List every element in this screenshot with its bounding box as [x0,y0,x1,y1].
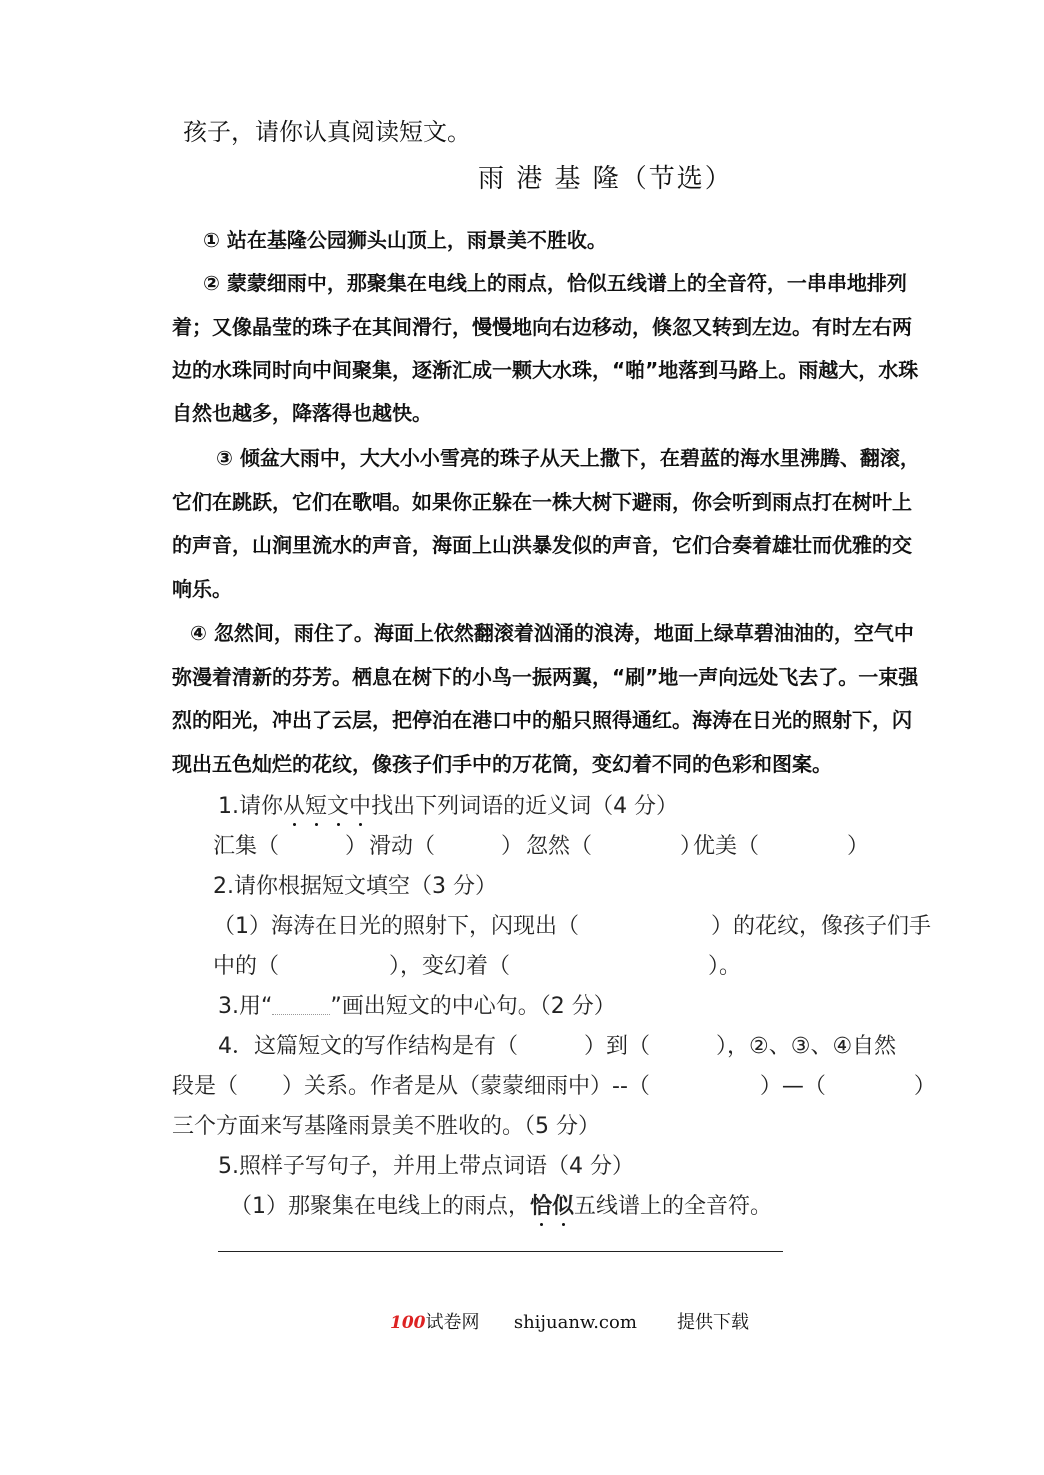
paragraph-3-line-1: ③ 倾盆大雨中，大大小小雪亮的珠子从天上撒下，在碧蓝的海水里沸腾、翻滚， [216,446,920,470]
question-1-prefix: 1.请你 [218,794,283,819]
question-4-line-3: 三个方面来写基隆雨景美不胜收的。（5 分） [172,1114,600,1139]
question-2-line-2: 中的（ ），变幻着（ ）。 [213,954,742,979]
question-2-line-1: （1）海涛在日光的照射下，闪现出（ ）的花纹，像孩子们手 [213,914,931,939]
site-domain: shijuanw.com [513,1312,637,1333]
question-5-example-suffix: 五线谱上的全音符。 [574,1194,773,1219]
article-title: 雨 港 基 隆（节选） [478,164,733,194]
paragraph-4-line-2: 弥漫着清新的芬芳。栖息在树下的小鸟一振两翼，“刷”地一声向远处飞去了。一束强 [172,665,919,689]
dotted-char: 中 [349,789,371,820]
paragraph-3-line-3: 的声音，山涧里流水的声音，海面上山洪暴发似的声音，它们合奏着雄壮而优雅的交 [172,533,912,557]
intro-text: 孩子，请你认真阅读短文。 [183,118,471,146]
paragraph-2-line-2: 着；又像晶莹的珠子在其间滑行，慢慢地向右边移动，倏忽又转到左边。有时左右两 [172,315,912,339]
question-3 [218,989,616,1020]
q1-item-huadong: 滑动（ ） [369,834,524,859]
footer-note: 提供下载 [676,1312,749,1333]
question-4-line-2: 段是（ ）关系。作者是从（蒙蒙细雨中）--（ ）—（ ） [172,1074,936,1099]
q1-item-huiji: 汇集（ ） [213,834,368,859]
paragraph-2-line-3: 边的水珠同时向中间聚集，逐渐汇成一颗大水珠，“啪”地落到马路上。雨越大，水珠 [172,358,919,382]
site-logo: 100 [390,1313,426,1333]
dotted-char: 似 [552,1189,574,1220]
paragraph-3-line-4: 响乐。 [172,577,232,601]
site-name: 试卷网 [425,1312,480,1333]
question-3-suffix: ”画出短文的中心句。（2 分） [330,994,616,1019]
dotted-char: 文 [327,789,349,820]
wavy-underline-sample [272,1000,330,1015]
question-5: 5.照样子写句子，并用上带点词语（4 分） [218,1154,634,1179]
dotted-char: 短 [305,789,327,820]
q1-item-youmei: 优美（ ） [693,834,870,859]
paragraph-2-line-1: ② 蒙蒙细雨中，那聚集在电线上的雨点，恰似五线谱上的全音符，一串串地排列 [203,271,907,295]
question-3-prefix: 3.用“ [218,994,273,1019]
question-1 [218,789,678,820]
paragraph-3-line-2: 它们在跳跃，它们在歌唱。如果你正躲在一株大树下避雨，你会听到雨点打在树叶上 [172,490,912,514]
question-2: 2.请你根据短文填空（3 分） [213,874,497,899]
paragraph-4-line-3: 烈的阳光，冲出了云层，把停泊在港口中的船只照得通红。海涛在日光的照射下，闪 [172,708,912,732]
dotted-char: 恰 [530,1189,552,1220]
paragraph-4-line-4: 现出五色灿烂的花纹，像孩子们手中的万花筒，变幻着不同的色彩和图案。 [172,752,832,776]
paragraph-1: ① 站在基隆公园狮头山顶上，雨景美不胜收。 [203,228,607,252]
question-5-example [230,1189,772,1220]
question-5-example-prefix: （1）那聚集在电线上的雨点， [230,1194,530,1219]
paragraph-2-line-4: 自然也越多，降落得也越快。 [172,401,432,425]
question-4-line-1: 4．这篇短文的写作结构是有（ ）到（ ），②、③、④自然 [218,1034,897,1059]
dotted-char: 从 [283,789,305,820]
question-1-suffix: 找出下列词语的近义词（4 分） [371,794,679,819]
paragraph-4-line-1: ④ 忽然间，雨住了。海面上依然翻滚着汹涌的浪涛，地面上绿草碧油油的，空气中 [190,621,914,645]
q1-item-huran: 忽然（ ） [526,834,703,859]
footer [390,1308,749,1334]
answer-line [218,1251,783,1252]
